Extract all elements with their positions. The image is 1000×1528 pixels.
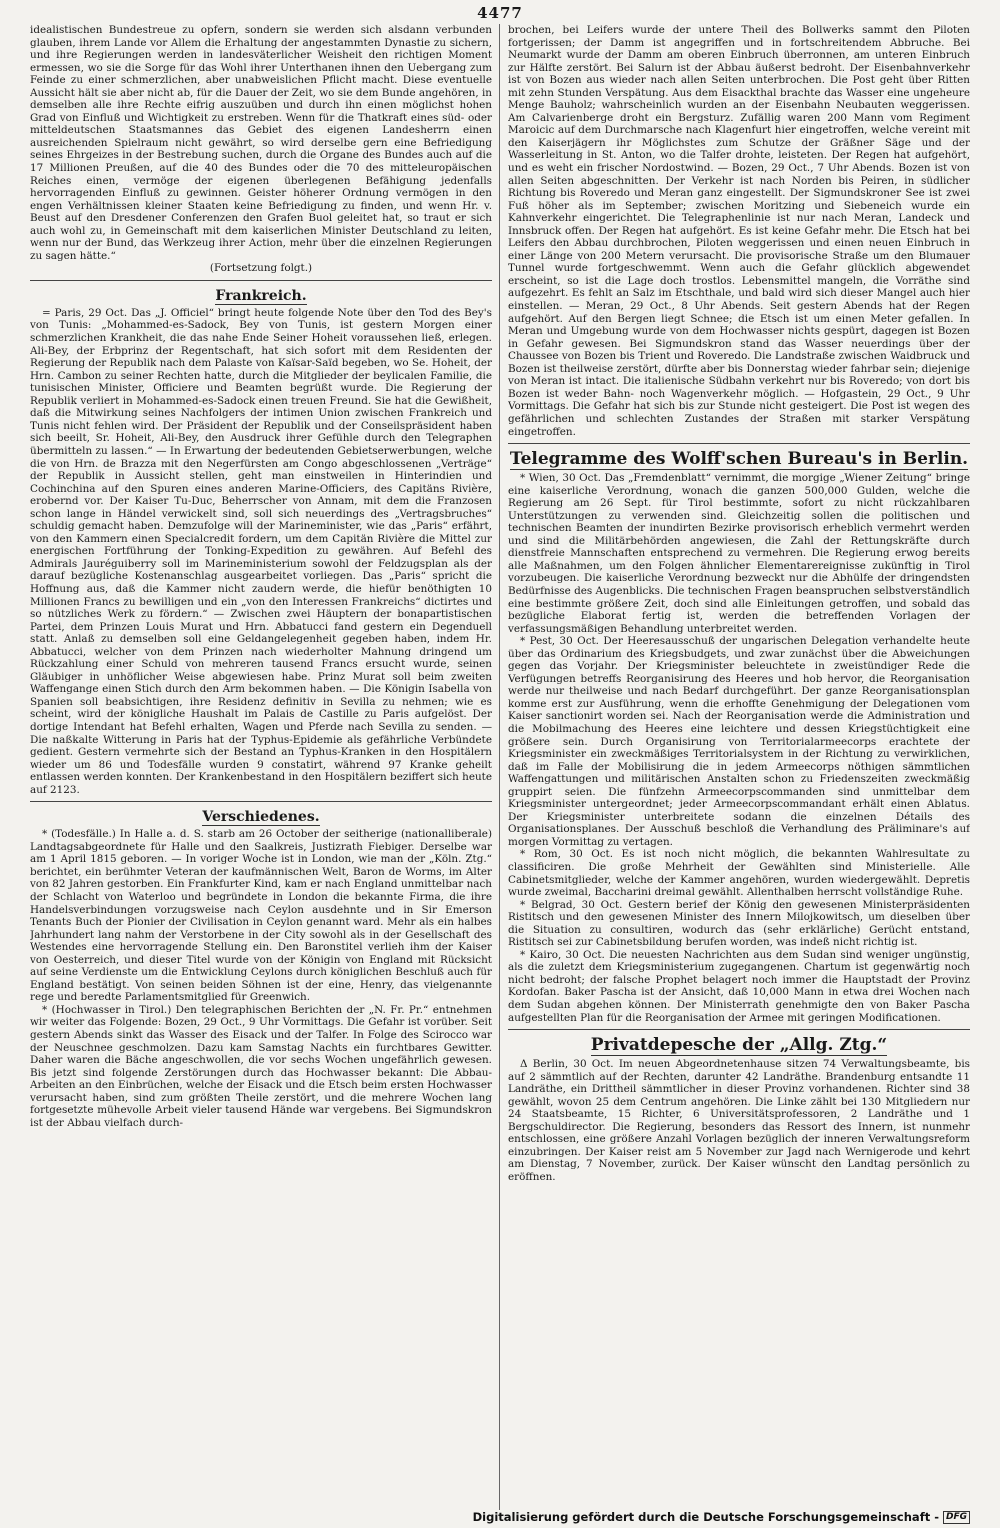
article-hochwasser: * (Hochwasser in Tirol.) Den telegraphischen Berichten der „N. Fr. Pr.“ entnehmen wir weiter das Folgende: Bozen, 29 Oct., 9 Uhr Vormittags. Die Gefahr ist vorüber. Seit gestern Abends sinkt das Wasser des Eisack und der Talfer. In Folge des Scirocco war der Neuschnee geschmolzen. Dazu kam Samstag Nachts ein furchtbares Gewitter. Daher waren die Bäche angeschwollen, die vor sechs Wochen ungefährlich gewesen. Bis jetzt sind folgende Zerstörungen durch das Hochwasser bekannt: Die Abbau-Arbeiten an den Einbrüchen, welche der Eisack und die Etsch beim ersten Hochwasser verursacht haben, sind zum größten Theile zerstört, und die mehrere Wochen lang fortgesetzte mühevolle Arbeit vieler tausend Hände war vergebens. Bei Sigmundskron ist der Abbau vielfach durch- xyxy=(30,1003,492,1129)
right-column xyxy=(508,24,970,1512)
dispatch-berlin: Δ Berlin, 30 Oct. Im neuen Abgeordnetenhause sitzen 74 Verwaltungsbeamte, bis auf 2 sämmtlich auf der Rechten, darunter 42 Landräthe. Brandenburg entsandte 11 Landräthe, ein Drittheil sämmtlicher in dieser Provinz vorhandenen. Richter sind 38 gewählt, wovon 25 dem Centrum angehören. Die Linke zählt bei 130 Mitgliedern nur 24 Staatsbeamte, 15 Richter, 6 Universitätsprofessoren, 2 Landräthe und 1 Bergschuldirector. Die Regierung, besonders das Ressort des Innern, ist nunmehr entschlossen, eine größere Anzahl Vorlagen bezüglich der inneren Verwaltungsreform einzubringen. Der Kaiser reist am 5 November zur Jagd nach Wernigerode und kehrt am Dienstag, 7 November, zurück. Der Kaiser wünscht den Landtag persönlich zu eröffnen. xyxy=(508,1058,970,1184)
section-heading-telegramme: Telegramme des Wolff'schen Bureau's in Berlin. xyxy=(509,449,969,470)
left-column xyxy=(30,24,492,1512)
section-rule xyxy=(508,1029,970,1030)
page-number: 4477 xyxy=(477,4,523,22)
article-todesfaelle: * (Todesfälle.) In Halle a. d. S. starb am 26 October der seitherige (nationalliberale) Landtagsabgeordnete für Halle und den Saalkreis, Justizrath Fiebiger. Derselbe war am 1 April 1815 geboren. — In voriger Woche ist in London, wie man der „Köln. Ztg.“ berichtet, ein berühmter Veteran der kaufmännischen Welt, Baron de Worms, im Alter von 82 Jahren gestorben. Ein Frankfurter Kind, kam er nach England unmittelbar nach der Schlacht von Waterloo und begründete in London die bekannte Firma, die ihre Handelsverbindungen vorzugsweise nach Ceylon ausdehnte und in Sir Emerson Tenants Buch der Pionier der Civilisation in Ceylon genannt ward. Mehr als ein halbes Jahrhundert lang nahm der Verstorbene in der City sowohl als in der Gesellschaft des Westendes eine hervorragende Stellung ein. Den Baronstitel verlieh ihm der Kaiser von Oesterreich, und dieser Titel wurde von der Königin von England mit Rücksicht auf seine Verdienste um die Entwicklung Ceylons durch königlichen Beschluß auch für England bestätigt. Von seinen beiden Söhnen ist der eine, Henry, das vielgenannte rege und beredte Parlamentsmitglied für Greenwich. xyxy=(30,828,492,1004)
telegram-kairo: * Kairo, 30 Oct. Die neuesten Nachrichten aus dem Sudan sind weniger ungünstig, als die zuletzt dem Kriegsministerium zugegangenen. Chartum ist gegenwärtig noch nicht bedroht; der falsche Prophet belagert noch immer die Hauptstadt der Provinz Kordofan. Baker Pascha ist der Ansicht, daß 10,000 Mann in etwa drei Wochen nach dem Sudan abgehen können. Der Ministerrath genehmigte den von Baker Pascha aufgestellten Plan für die Reorganisation der Armee mit geringen Modificationen. xyxy=(508,948,970,1024)
article-intro: idealistischen Bundestreue zu opfern, sondern sie werden sich alsdann verbunden glauben, ihrem Lande vor Allem die Erhaltung der angestammten Dynastie zu sichern, und ihre Regierungen werden in landesväterlicher Weisheit den richtigen Moment ermessen, wo sie die Sorge für das Wohl ihrer Unterthanen ihnen den Uebergang zum Feinde zu einer schmerzlichen, aber unabweislichen Pflicht macht. Diese eventuelle Aussicht hält sie aber nicht ab, für die Dauer der Zeit, wo sie dem Bunde angehören, in demselben alle ihre Rechte eifrig auszuüben und durch ihn einen möglichst hohen Grad von Einfluß und Wichtigkeit zu erstreben. Wenn für die Thatkraft eines süd- oder mitteldeutschen Staatsmannes das Gebiet des eigenen Landesherrn einen ausreichenden Spielraum nicht gewährt, so wird derselbe gern eine Befriedigung seines Ehrgeizes in der Bestrebung suchen, durch die Organe des Bundes auch auf die 17 Millionen Preußen, auf die 40 des Bundes oder die 70 des mitteleuropäischen Reiches einen, vermöge der eigenen überlegenen Befähigung jedenfalls hervorragenden Einfluß zu gewinnen. Geister höherer Ordnung vermögen in den engen Verhältnissen kleiner Staaten keine Befriedigung zu finden, und wenn Hr. v. Beust auf den Dresdener Conferenzen den Grafen Buol geleitet hat, so traut er sich auch wohl zu, in Gemeinschaft mit dem kaiserlichen Minister Deutschland zu leiten, wenn nur der Bund, das Werkzeug ihrer Action, mehr über die einzelnen Regierungen zu sagen hätte.“ xyxy=(30,24,492,262)
article-frankreich: = Paris, 29 Oct. Das „J. Officiel“ bringt heute folgende Note über den Tod des Bey's von Tunis: „Mohammed-es-Sadock, Bey von Tunis, ist gestern Morgen einer schmerzlichen Krankheit, die das nahe Ende Seiner Hoheit voraussehen ließ, erlegen. Ali-Bey, der Erbprinz der Regentschaft, hat sich sofort mit dem Residenten der Regierung der Republik nach dem Palaste von Kaïsar-Saïd begeben, wo Se. Hoheit, der Hrn. Cambon zu seiner Rechten hatte, durch die Mitglieder der beylicalen Familie, die tunisischen Minister, Officiere und Beamten begrüßt wurde. Die Regierung der Republik verliert in Mohammed-es-Sadock einen treuen Freund. Sie hat die Gewißheit, daß die Mitwirkung seines Nachfolgers der intimen Union zwischen Frankreich und Tunis nicht fehlen wird. Der Präsident der Republik und der Conseilspräsident haben sich beeilt, Sr. Hoheit, Ali-Bey, den Ausdruck ihrer Gefühle durch den Telegraphen übermitteln zu lassen.“ — In Erwartung der bedeutenden Gebietserwerbungen, welche die von Hrn. de Brazza mit den Negerfürsten am Congo abgeschlossenen „Verträge“ der Republik in Aussicht stellen, geht man einstweilen in Hinterindien und Cochinchina auf den Spuren eines anderen Marine-Officiers, des Capitäns Rivière, erobernd vor. Der Kaiser Tu-Duc, Beherrscher von Annam, mit dem die Franzosen schon lange in Händel verwickelt sind, soll sich neuerdings des „Vertragsbruches“ schuldig gemacht haben. Demzufolge will der Marineminister, wie das „Paris“ erfährt, von den Kammern einen Specialcredit fordern, um dem Capitän Rivière die Mittel zur energischen Fortführung der Tonking-Expedition zu gewähren. Auf Befehl des Admirals Jauréguiberry soll im Marineministerium sowohl der Feldzugsplan als der darauf bezügliche Kostenanschlag ausgearbeitet vorliegen. Das „Paris“ spricht die Hoffnung aus, daß die Kammer nicht zaudern werde, die hiefür benöthigten 10 Millionen Francs zu bewilligen und ein „von den Interessen Frankreichs“ dictirtes und so nützliches Werk zu fördern.“ — Zwischen zwei Häuptern der bonapartistischen Partei, dem Prinzen Louis Murat und Hrn. Abbatucci fand gestern ein Degenduell statt. Anlaß zu demselben soll eine Geldangelegenheit gegeben haben, indem Hr. Abbatucci, welcher von dem Prinzen nach wiederholter Mahnung dringend um Rückzahlung einer Schuld von mehreren tausend Francs ersucht wurde, seinen Gläubiger in unhöflicher Weise abgewiesen habe. Prinz Murat soll beim zweiten Waffengange einen Stich durch den Arm bekommen haben. — Die Königin Isabella von Spanien soll beabsichtigen, ihre Residenz definitiv in Sevilla zu nehmen; wie es scheint, wird der königliche Haushalt im Palais de Castille zu Paris aufgelöst. Der dortige Intendant hat Befehl erhalten, Wagen und Pferde nach Sevilla zu senden. — Die naßkalte Witterung in Paris hat der Typhus-Epidemie als gefährliche Verbündete gedient. Gestern vermehrte sich der Bestand an Typhus-Kranken in den Hospitälern wieder um 86 und Todesfälle wurden 9 constatirt, während 97 Kranke geheilt entlassen werden konnten. Der Krankenbestand in den Hospitälern beziffert sich heute auf 2123. xyxy=(30,306,492,796)
section-rule xyxy=(508,443,970,444)
article-hochwasser-continued: brochen, bei Leifers wurde der untere Theil des Bollwerks sammt den Piloten fortgerissen; der Damm ist angegriffen und in fortschreitendem Abbruche. Bei Neumarkt wurde der Damm am oberen Einbruch überronnen, am unteren Einbruch zur Hälfte zerstört. Bei Salurn ist der Abbau äußerst bedroht. Der Eisenbahnverkehr ist von Bozen aus wieder nach allen Seiten unterbrochen. Die Post geht über Ritten mit zehn Stunden Verspätung. Aus dem Eisackthal brachte das Wasser eine ungeheure Menge Bauholz; wahrscheinlich wurden an der Eisenbahn Neubauten weggerissen. Am Calvarienberge droht ein Bergsturz. Zufällig waren 200 Mann vom Regiment Maroicic auf dem Durchmarsche nach Klagenfurt hier eingetroffen, welche vereint mit den Kaiserjägern ihr Möglichstes zum Schutze der Gräßner Säge und der Wasserleitung in St. Anton, wo die Talfer drohte, leisteten. Der Regen hat aufgehört, und es weht ein frischer Nordostwind. — Bozen, 29 Oct., 7 Uhr Abends. Bozen ist von allen Seiten abgeschnitten. Der Verkehr ist nach Norden bis Peiren, in südlicher Richtung bis Roveredo und Meran ganz eingestellt. Der Sigmundskroner See ist zwei Fuß höher als im September; zwischen Moritzing und Siebeneich wurde ein Kahnverkehr eingerichtet. Die Telegraphenlinie ist nur nach Meran, Landeck und Innsbruck offen. Der Regen hat aufgehört. Es ist keine Gefahr mehr. Die Etsch hat bei Leifers den Abbau durchbrochen, Piloten weggerissen und einen neuen Einbruch in einer Länge von 200 Metern verursacht. Die provisorische Straße um den Blumauer Tunnel wurde fortgeschwemmt. Wenn auch die Gefahr glücklich abgewendet erscheint, so ist die Lage doch trostlos. Lebensmittel mangeln, die Vorräthe sind aufgezehrt. Es fehlt an Salz im Etschthale, und bald wird sich dieser Mangel auch hier einstellen. — Meran, 29 Oct., 8 Uhr Abends. Seit gestern Abends hat der Regen aufgehört. Auf den Bergen liegt Schnee; die Etsch ist um einen Meter gefallen. In Meran und Umgebung wurde von dem Hochwasser nichts gespürt, dagegen ist Bozen in Gefahr gewesen. Bei Sigmundskron stand das Wasser neuerdings über der Chaussee von Bozen bis Trient und Roveredo. Die Landstraße zwischen Waidbruck und Bozen ist theilweise zerstört, dürfte aber bis Donnerstag wieder fahrbar sein; diejenige von Meran ist intact. Die italienische Südbahn verkehrt nur bis Roveredo; von dort bis Bozen ist weder Bahn- noch Wagenverkehr möglich. — Hofgastein, 29 Oct., 9 Uhr Vormittags. Die Gefahr hat sich bis zur Stunde nicht gesteigert. Die Post ist wegen des gefährlichen und schlechten Zustandes der Straßen mit starker Verspätung eingetroffen. xyxy=(508,24,970,438)
telegram-rom: * Rom, 30 Oct. Es ist noch nicht möglich, die bekannten Wahlresultate zu classificiren. Die große Mehrheit der Gewählten sind Ministerielle. Alle Cabinetsmitglieder, welche der Kammer angehören, wurden wiedergewählt. Depretis wurde zweimal, Baccharini dreimal gewählt. Allenthalben herrscht vollständige Ruhe. xyxy=(508,848,970,899)
telegram-pest: * Pest, 30 Oct. Der Heeresausschuß der ungarischen Delegation verhandelte heute über das Ordinarium des Kriegsbudgets, und zwar zunächst über die Abweichungen gegen das Vorjahr. Der Kriegsminister beleuchtete in zweistündiger Rede die Verfügungen betreffs Reorganisirung des Heeres und hob hervor, die Reorganisation werde nur theilweise und nach Bedarf durchgeführt. Der ganze Reorganisationsplan komme erst zur Ausführung, wenn die erhoffte Genehmigung der Delegationen vom Kaiser sanctionirt worden sei. Nach der Reorganisation werde die Administration und die Mobilmachung des Heeres eine leichtere und dessen Kriegstüchtigkeit eine größere sein. Durch Organisirung von Territorialarmeecorps erachtete der Kriegsminister ein zweckmäßiges Territorialsystem in der Richtung zu verwirklichen, daß im Falle der Mobilisirung die in jedem Armeecorps nöthigen sämmtlichen Waffengattungen und militärischen Anstalten schon zu Friedenszeiten zweckmäßig gruppirt seien. Die fünfzehn Armeecorpscommanden sind unmittelbar dem Kriegsminister untergeordnet; jeder Armeecorpscommandant erhält einen Ablatus. Der Kriegsminister unterbreitete sodann die einzelnen Détails des Organisationsplanes. Der Ausschuß beschloß die Verhandlung des Präliminare's auf morgen Vormittag zu vertagen. xyxy=(508,635,970,848)
dfg-logo: DFG xyxy=(943,1511,970,1524)
column-divider xyxy=(499,24,500,1510)
footer-credit: Digitalisierung gefördert durch die Deutsche Forschungsgemeinschaft - xyxy=(472,1510,939,1524)
section-heading-frankreich: Frankreich. xyxy=(215,287,307,304)
section-heading-privatdepesche: Privatdepesche der „Allg. Ztg.“ xyxy=(590,1035,888,1056)
section-rule xyxy=(30,801,492,802)
section-rule xyxy=(30,280,492,281)
continuation-note: (Fortsetzung folgt.) xyxy=(209,262,313,275)
telegram-belgrad: * Belgrad, 30 Oct. Gestern berief der König den gewesenen Ministerpräsidenten Ristitsch und den gewesenen Minister des Innern Milojkowitsch, um dieselben über die Situation zu consultiren, wodurch das (sehr erklärliche) Gerücht entstand, Ristitsch sei zur Cabinetsbildung berufen worden, was indeß nicht richtig ist. xyxy=(508,898,970,949)
telegram-wien: * Wien, 30 Oct. Das „Fremdenblatt“ vernimmt, die morgige „Wiener Zeitung“ bringe eine kaiserliche Verordnung, wonach die ganzen 500,000 Gulden, welche die Regierung am 26 Sept. für Tirol bestimmte, sofort zu nicht rückzahlbaren Unterstützungen zu verwenden sind. Gleichzeitig sollen die politischen und technischen Beamten der inundirten Bezirke provisorisch erheblich vermehrt werden und sind die Militärbehörden angewiesen, die Zahl der Rettungskräfte durch dienstfreie Mannschaften entsprechend zu vermehren. Die Regierung erwog bereits alle Maßnahmen, um den Folgen ähnlicher Elementarereignisse zukünftig in Tirol vorzubeugen. Die kaiserliche Verordnung bezweckt nur die Abhülfe der dringendsten Bedürfnisse des Augenblicks. Die technischen Fragen beanspruchen selbstverständlich eine bestimmte größere Zeit, doch sind alle Einleitungen getroffen, und sobald das bezügliche Elaborat fertig ist, werden die betreffenden Vorlagen der verfassungsmäßigen Behandlung unterbreitet werden. xyxy=(508,472,970,635)
digitization-footer xyxy=(473,1506,970,1528)
section-heading-verschiedenes: Verschiedenes. xyxy=(202,809,320,826)
